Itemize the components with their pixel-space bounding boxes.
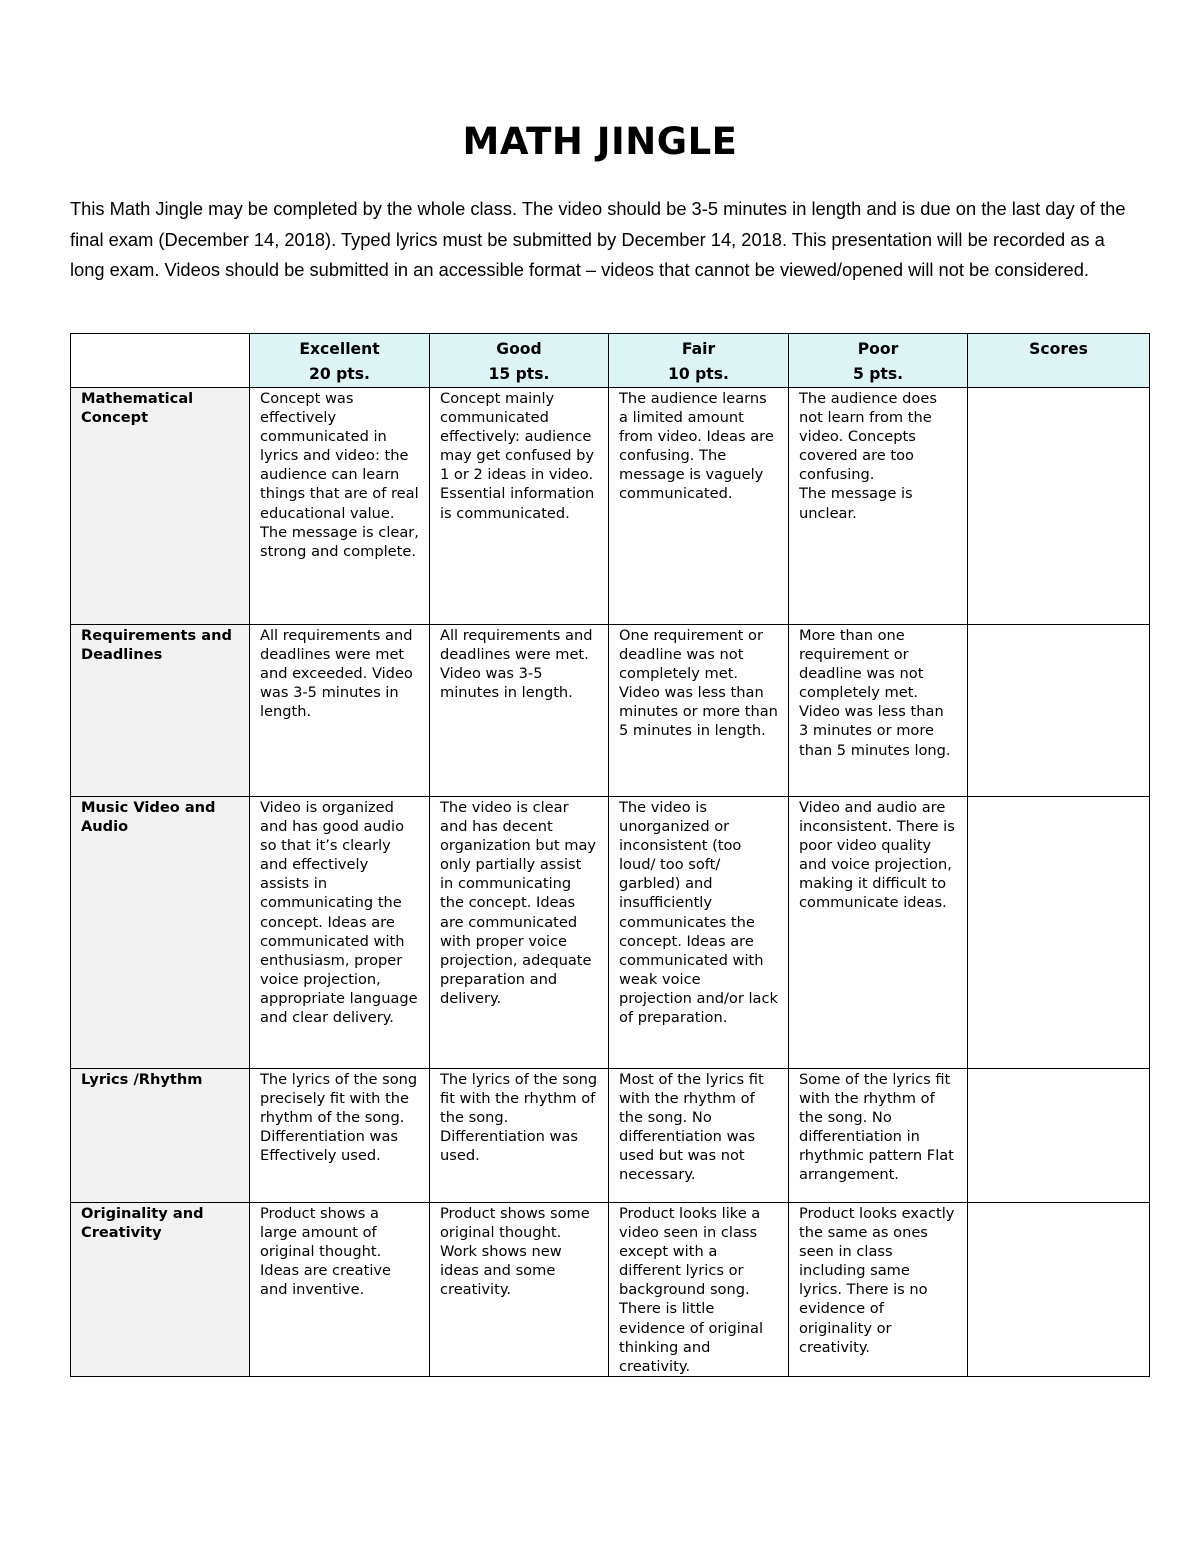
rubric-row-mathematical-concept [71,388,1150,625]
criterion-cell-poor: Product looks exactly the same as ones seen in class including same lyrics. There is no evidence of originality or creativity. [789,1203,968,1377]
rubric-row-requirements [71,625,1150,797]
scores-header: Scores [968,334,1150,388]
criterion-cell-poor: Some of the lyrics fit with the rhythm of the song. No differentiation in rhythmic pattern Flat arrangement. [789,1069,968,1203]
rubric-corner-cell [71,334,250,388]
criterion-label: Mathematical Concept [71,388,250,625]
criterion-cell-fair: One requirement or deadline was not completely met. Video was less than minutes or more than 5 minutes in length. [609,625,789,797]
score-cell[interactable] [968,625,1150,797]
rubric-table [70,333,1150,1377]
page-title: MATH JINGLE [462,120,738,163]
criterion-cell-excellent: Video is organized and has good audio so that it’s clearly and effectively assists in communicating the concept. Ideas are communicated with enthusiasm, proper voice projection, appropriate language and clear delivery. [250,797,430,1069]
score-cell[interactable] [968,1069,1150,1203]
criterion-label: Requirements and Deadlines [71,625,250,797]
level-header-good [430,334,609,388]
level-points: 10 pts. [668,365,729,383]
level-name: Fair [681,340,716,358]
criterion-cell-poor: Video and audio are inconsistent. There is poor video quality and voice projection, making it difficult to communicate ideas. [789,797,968,1069]
score-cell[interactable] [968,388,1150,625]
criterion-cell-fair: The video is unorganized or inconsistent (too loud/ too soft/ garbled) and insufficiently communicates the concept. Ideas are communicated with weak voice projection and/or lack of preparation. [609,797,789,1069]
criterion-cell-excellent: All requirements and deadlines were met and exceeded. Video was 3-5 minutes in length. [250,625,430,797]
criterion-label: Originality and Creativity [71,1203,250,1377]
level-points: 5 pts. [852,365,904,383]
level-header-poor [789,334,968,388]
rubric-row-lyrics-rhythm [71,1069,1150,1203]
score-cell[interactable] [968,797,1150,1069]
criterion-cell-good: Product shows some original thought. Work shows new ideas and some creativity. [430,1203,609,1377]
criterion-cell-fair: Most of the lyrics fit with the rhythm of the song. No differentiation was used but was not necessary. [609,1069,789,1203]
criterion-cell-good: All requirements and deadlines were met. Video was 3-5 minutes in length. [430,625,609,797]
criterion-cell-poor: More than one requirement or deadline was not completely met. Video was less than 3 minutes or more than 5 minutes long. [789,625,968,797]
level-header-excellent [250,334,430,388]
criterion-cell-excellent: The lyrics of the song precisely fit with the rhythm of the song. Differentiation was Effectively used. [250,1069,430,1203]
criterion-label: Music Video and Audio [71,797,250,1069]
criterion-cell-good: Concept mainly communicated effectively: audience may get confused by 1 or 2 ideas in video. Essential information is communicated. [430,388,609,625]
criterion-cell-poor: The audience does not learn from the video. Concepts covered are too confusing. The message is unclear. [789,388,968,625]
level-name: Poor [857,340,899,358]
criterion-cell-good: The lyrics of the song fit with the rhythm of the song. Differentiation was used. [430,1069,609,1203]
rubric-row-music-video [71,797,1150,1069]
rubric-row-originality [71,1203,1150,1377]
criterion-cell-fair: The audience learns a limited amount from video. Ideas are confusing. The message is vaguely communicated. [609,388,789,625]
level-points: 20 pts. [309,365,370,383]
score-cell[interactable] [968,1203,1150,1377]
intro-paragraph: This Math Jingle may be completed by the whole class. The video should be 3-5 minutes in length and is due on the last day of the final exam (December 14, 2018). Typed lyrics must be submitted by December 14, 2018. This presentation will be recorded as a long exam. Videos should be submitted in an accessible format – videos that cannot be viewed/opened will not be considered. [70,198,1126,281]
criterion-cell-fair: Product looks like a video seen in class except with a different lyrics or background song. There is little evidence of original thinking and creativity. [609,1203,789,1377]
criterion-label: Lyrics /Rhythm [71,1069,250,1203]
criterion-cell-excellent: Product shows a large amount of original thought. Ideas are creative and inventive. [250,1203,430,1377]
criterion-cell-excellent: Concept was effectively communicated in lyrics and video: the audience can learn things that are of real educational value. The message is clear, strong and complete. [250,388,430,625]
level-name: Good [496,340,542,358]
level-name: Excellent [299,340,380,358]
rubric-header-row [71,334,1150,388]
criterion-cell-good: The video is clear and has decent organization but may only partially assist in communicating the concept. Ideas are communicated with proper voice projection, adequate preparation and delivery. [430,797,609,1069]
level-header-fair [609,334,789,388]
level-points: 15 pts. [488,365,550,383]
